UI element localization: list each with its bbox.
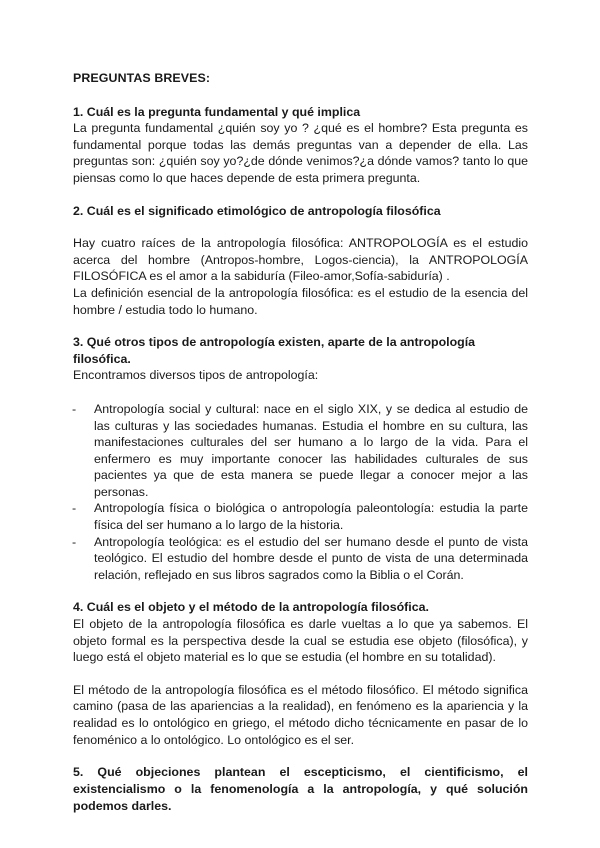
bullet-dash: - [72,401,77,416]
list-item-text: Antropología social y cultural: nace en el siglo XIX, y se dedica al estudio de las culturas y las sociedades humanas. Estudia el hombre en su cultura, las manifestaciones culturales del ser humano a lo largo de la vida. Para el enfermero es muy importante conocer las habilidades culturales de sus pacientes ya que de esta manera se puede llegar a conocer mejor a las personas. [94,401,528,499]
section-5 [73,764,528,815]
list-item [73,500,528,533]
section-2 [73,203,528,319]
question-2-heading: 2. Cuál es el significado etimológico de antropología filosófica [73,203,441,218]
section-1 [73,104,528,187]
section-3 [73,334,528,583]
answer-1-paragraph: La pregunta fundamental ¿quién soy yo ? ¿qué es el hombre? Esta pregunta es fundamental porque todas las demás preguntas van a depender de ella. Las preguntas son: ¿quién soy yo?¿de dónde venimos?¿a dónde vamos? tanto lo que piensas como lo que haces depende de esta primera pregunta. [73,121,528,185]
answer-4-paragraph-2: El método de la antropología filosófica es el método filosófico. El método significa camino (pasa de las apariencias a la realidad), en fenómeno es la apariencia y la realidad es lo ontológico en griego, el método dicho técnicamente en pasar de lo fenoménico a lo ontológico. Lo ontológico es el ser. [73,682,528,747]
anthropology-types-list [73,401,528,584]
question-3-heading: 3. Qué otros tipos de antropología existen, aparte de la antropología filosófica. [73,335,476,366]
answer-2-paragraph-1: Hay cuatro raíces de la antropología filosófica: ANTROPOLOGÍA es el estudio acerca del hombre (Antropos-hombre, Logos-ciencia), la ANTROPOLOGÍA FILOSÓFICA es el amor a la sabiduría (Fileo-amor,Sofía-sabiduría) . [73,236,528,284]
bullet-dash: - [72,534,77,549]
list-item-text: Antropología física o biológica o antropología paleontología: estudia la parte física del ser humano a lo largo de la historia. [94,501,528,533]
section-4 [73,599,528,748]
question-1-heading: 1. Cuál es la pregunta fundamental y qué implica [73,104,361,119]
question-4-heading: 4. Cuál es el objeto y el método de la antropología filosófica. [73,600,429,615]
answer-3-intro: Encontramos diversos tipos de antropología: [73,368,319,383]
answer-4-paragraph-1: El objeto de la antropología filosófica es darle vueltas a lo que ya sabemos. El objeto formal es la perspectiva desde la cual se estudia ese objeto (filosófica), y luego está el objeto material es lo que se estudia (el hombre en su totalidad). [73,617,528,665]
list-item [73,401,528,501]
document-title: PREGUNTAS BREVES: [73,71,211,85]
bullet-dash: - [72,501,77,516]
answer-2-paragraph-2: La definición esencial de la antropología filosófica: es el estudio de la esencia del hombre / estudia todo lo humano. [73,285,528,317]
list-item-text: Antropología teológica: es el estudio del ser humano desde el punto de vista teológico. El estudio del hombre desde el punto de vista de una determinada relación, reflejado en sus libros sagrados como la Biblia o el Corán. [94,534,528,582]
list-item [73,534,528,584]
question-5-heading: 5. Qué objeciones plantean el escepticismo, el cientificismo, el existencialismo o la fenomenología a la antropología, y qué solución podemos darles. [73,765,528,814]
